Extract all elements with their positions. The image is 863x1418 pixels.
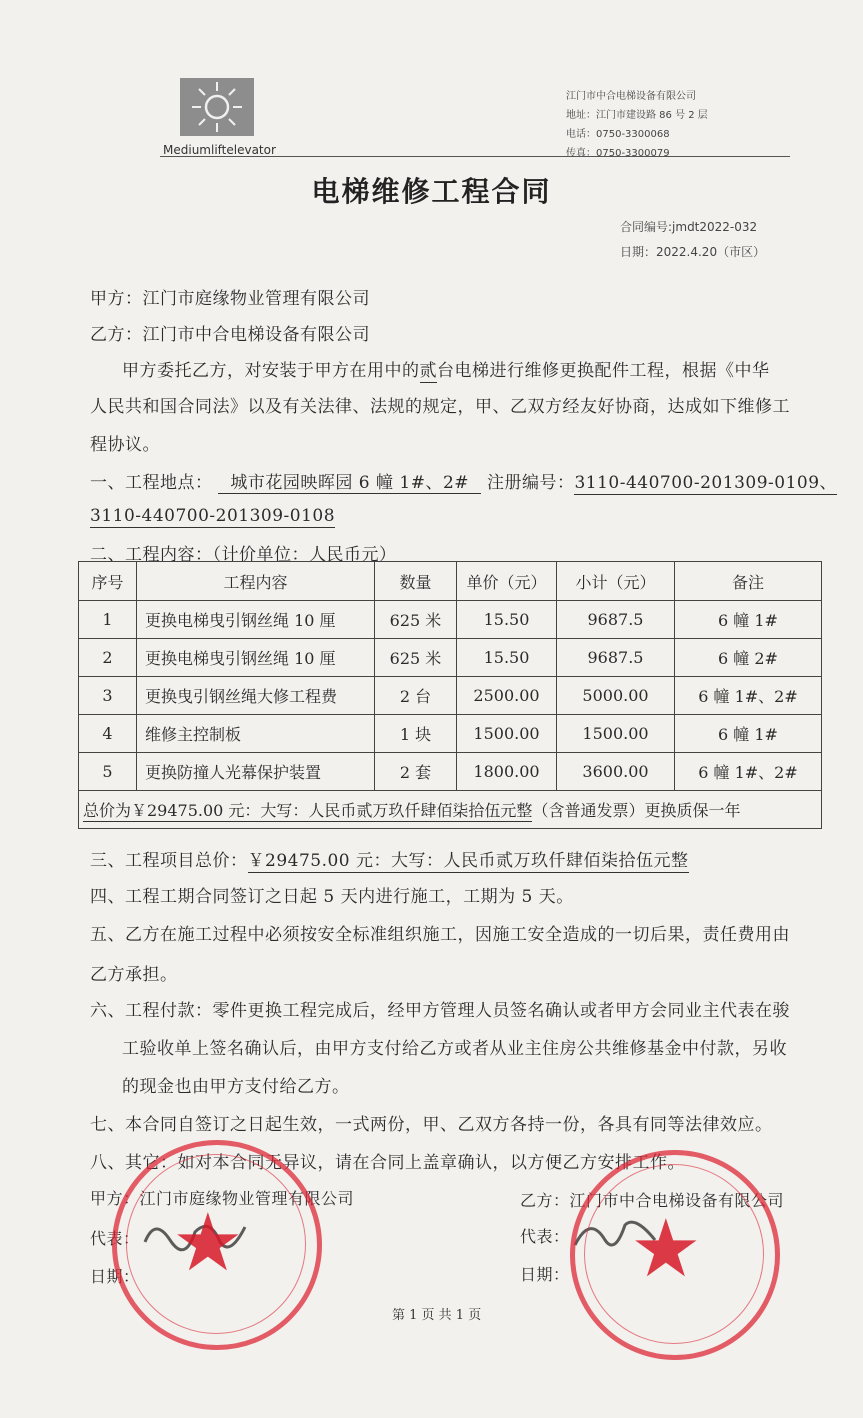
party-a-sign: 甲方：江门市庭缘物业管理有限公司: [90, 1189, 355, 1208]
seal-star-icon: ★: [172, 1196, 244, 1289]
party-b-rep: 代表：: [520, 1227, 570, 1246]
party-a-date: 日期：: [90, 1267, 140, 1286]
elevator-count: 贰: [419, 361, 437, 381]
row-item: 更换防撞人光幕保护装置: [137, 753, 375, 791]
party-b: 乙方：江门市中合电梯设备有限公司: [90, 325, 370, 345]
row-note: 6 幢 1#、2#: [675, 677, 822, 715]
row-subtotal: 9687.5: [557, 639, 675, 677]
row-item: 维修主控制板: [137, 715, 375, 753]
company-name: 江门市中合电梯设备有限公司: [566, 91, 696, 102]
row-qty: 625 米: [375, 601, 457, 639]
table-row: [79, 601, 822, 639]
clause-7: 七、本合同自签订之日起生效，一式两份，甲、乙双方各持一份，各具有同等法律效应。: [90, 1115, 773, 1135]
company-logo: [180, 78, 254, 136]
row-price: 2500.00: [457, 677, 557, 715]
items-table: [78, 561, 822, 829]
row-item: 更换电梯曳引钢丝绳 10 厘: [137, 601, 375, 639]
intro-line-1: [122, 356, 770, 381]
company-fax: 传真：0750-3300079: [566, 148, 670, 159]
clause-4: 四、工程工期合同签订之日起 5 天内进行施工，工期为 5 天。: [90, 887, 574, 907]
table-row: [79, 715, 822, 753]
sun-logo-icon: [180, 78, 254, 136]
logo-caption: Mediumliftelevator: [163, 143, 276, 157]
table-row: [79, 753, 822, 791]
row-no: 4: [79, 715, 137, 753]
site-label: 一、工程地点：: [90, 473, 213, 493]
company-address: 地址：江门市建设路 86 号 2 层: [566, 110, 708, 121]
row-item: 更换曳引钢丝绳大修工程费: [137, 677, 375, 715]
reg-label: 注册编号：: [486, 473, 575, 493]
page-footer: 第 1 页 共 1 页: [392, 1308, 482, 1323]
row-price: 1800.00: [457, 753, 557, 791]
row-note: 6 幢 1#、2#: [675, 753, 822, 791]
table-header-row: [79, 562, 822, 601]
clause-6-line-1: 六、工程付款：零件更换工程完成后，经甲方管理人员签名确认或者甲方会同业主代表在骏: [90, 1001, 790, 1021]
col-header: 单价（元）: [457, 562, 557, 601]
clause-3-label: 三、工程项目总价：: [90, 851, 248, 871]
row-qty: 625 米: [375, 639, 457, 677]
row-qty: 2 台: [375, 677, 457, 715]
party-b-date: 日期：: [520, 1265, 570, 1284]
clause-8: 八、其它：如对本合同无异议，请在合同上盖章确认，以方便乙方安排工作。: [90, 1153, 685, 1173]
table-total-row: [79, 791, 822, 829]
clause-5-line-2: 乙方承担。: [90, 965, 178, 985]
row-subtotal: 5000.00: [557, 677, 675, 715]
party-a-rep: 代表：: [90, 1229, 140, 1248]
total-amount: 总价为￥29475.00 元：大写：人民币贰万玖仟肆佰柒拾伍元整: [83, 801, 533, 820]
clause-3-value: ￥29475.00 元：大写：人民币贰万玖仟肆佰柒拾伍元整: [247, 851, 689, 871]
reg-number-1: 3110-440700-201309-0109、: [574, 473, 838, 493]
company-phone: 电话：0750-3300068: [566, 129, 670, 140]
content-heading: 二、工程内容：（计价单位：人民币元）: [90, 545, 397, 565]
clause-6-line-3: 的现金也由甲方支付给乙方。: [122, 1077, 350, 1097]
clause-3: [90, 846, 689, 871]
site-line: [90, 468, 837, 493]
row-no: 3: [79, 677, 137, 715]
total-cell: [79, 791, 822, 829]
row-qty: 1 块: [375, 715, 457, 753]
row-subtotal: 9687.5: [557, 601, 675, 639]
row-note: 6 幢 2#: [675, 639, 822, 677]
party-a: 甲方：江门市庭缘物业管理有限公司: [90, 289, 370, 309]
contract-number: 合同编号:jmdt2022-032: [620, 220, 758, 234]
row-no: 2: [79, 639, 137, 677]
contract-date: 日期：2022.4.20（市区）: [620, 245, 766, 259]
row-qty: 2 套: [375, 753, 457, 791]
reg-line-2: [90, 506, 335, 526]
row-item: 更换电梯曳引钢丝绳 10 厘: [137, 639, 375, 677]
header-divider: [160, 156, 790, 157]
col-header: 序号: [79, 562, 137, 601]
row-no: 5: [79, 753, 137, 791]
intro-line-3: 程协议。: [90, 435, 160, 455]
table-row: [79, 677, 822, 715]
seal-star-icon: ★: [630, 1202, 702, 1295]
clause-5-line-1: 五、乙方在施工过程中必须按安全标准组织施工，因施工安全造成的一切后果，责任费用由: [90, 925, 790, 945]
row-price: 1500.00: [457, 715, 557, 753]
intro-line-2: 人民共和国合同法》以及有关法律、法规的规定，甲、乙双方经友好协商，达成如下维修工: [90, 397, 790, 417]
intro-text-b: 台电梯进行维修更换配件工程，根据《中华: [437, 361, 770, 381]
col-header: 工程内容: [137, 562, 375, 601]
site-location: 城市花园映晖园 6 幢 1#、2#: [218, 473, 481, 494]
row-price: 15.50: [457, 601, 557, 639]
row-note: 6 幢 1#: [675, 601, 822, 639]
row-subtotal: 1500.00: [557, 715, 675, 753]
col-header: 小计（元）: [557, 562, 675, 601]
row-subtotal: 3600.00: [557, 753, 675, 791]
reg-number-2: 3110-440700-201309-0108: [90, 506, 336, 526]
clause-6-line-2: 工验收单上签名确认后，由甲方支付给乙方或者从业主住房公共维修基金中付款，另收: [122, 1039, 787, 1059]
company-info: [566, 87, 708, 163]
col-header: 数量: [375, 562, 457, 601]
intro-text-a: 甲方委托乙方，对安装于甲方在用中的: [122, 361, 420, 381]
row-no: 1: [79, 601, 137, 639]
col-header: 备注: [675, 562, 822, 601]
total-note: （含普通发票）更换质保一年: [532, 801, 741, 820]
document-title: 电梯维修工程合同: [311, 175, 552, 208]
row-note: 6 幢 1#: [675, 715, 822, 753]
party-b-sign: 乙方：江门市中合电梯设备有限公司: [520, 1191, 785, 1210]
row-price: 15.50: [457, 639, 557, 677]
table-row: [79, 639, 822, 677]
